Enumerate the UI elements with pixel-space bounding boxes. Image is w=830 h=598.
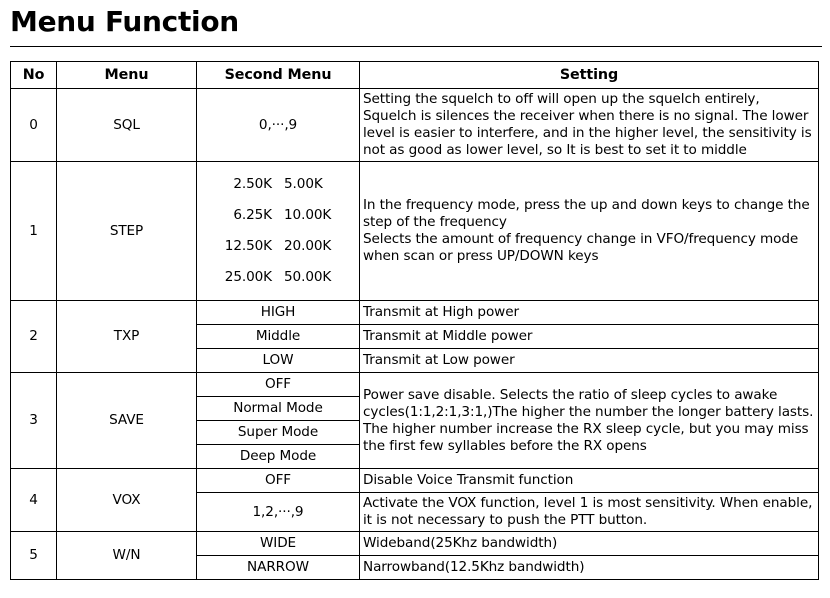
cell-no: 0	[11, 89, 57, 162]
step-value: 20.00K	[284, 238, 332, 254]
cell-menu: STEP	[57, 162, 197, 301]
cell-setting: Power save disable. Selects the ratio of sleep cycles to awake cycles(1:1,2:1,3:1,)The higher the number the longer battery lasts. The higher number increase the RX sleep cycle, but you may miss the first few syllables before the RX opens	[360, 373, 819, 469]
cell-second-menu: WIDE	[197, 532, 360, 556]
cell-second-menu	[197, 162, 360, 301]
step-value-row	[220, 200, 336, 231]
cell-no: 5	[11, 532, 57, 580]
cell-setting: Transmit at High power	[360, 301, 819, 325]
cell-no: 1	[11, 162, 57, 301]
title-underline	[10, 46, 822, 47]
page-title: Menu Function	[10, 5, 239, 38]
cell-menu: TXP	[57, 301, 197, 373]
cell-no: 2	[11, 301, 57, 373]
cell-menu: SAVE	[57, 373, 197, 469]
cell-second-menu: Middle	[197, 325, 360, 349]
step-value-row	[220, 231, 336, 262]
step-value: 50.00K	[284, 269, 332, 285]
step-value: 6.25K	[233, 207, 272, 223]
table-row-vox	[11, 469, 819, 493]
cell-second-menu: OFF	[197, 469, 360, 493]
cell-menu: SQL	[57, 89, 197, 162]
cell-second-menu: Super Mode	[197, 421, 360, 445]
cell-setting: Transmit at Low power	[360, 349, 819, 373]
step-value-row	[220, 262, 336, 293]
cell-setting: Disable Voice Transmit function	[360, 469, 819, 493]
step-value-row	[220, 169, 336, 200]
cell-second-menu: NARROW	[197, 556, 360, 580]
header-menu: Menu	[57, 62, 197, 89]
step-value: 5.00K	[284, 176, 323, 192]
cell-second-menu: 0,···,9	[197, 89, 360, 162]
cell-second-menu: OFF	[197, 373, 360, 397]
cell-second-menu: LOW	[197, 349, 360, 373]
cell-second-menu: HIGH	[197, 301, 360, 325]
header-setting: Setting	[360, 62, 819, 89]
cell-setting: Setting the squelch to off will open up the squelch entirely, Squelch is silences the receiver when there is no signal. The lower level is easier to interfere, and in the higher level, the sensitivity is not as good as lower level, so It is best to set it to middle	[360, 89, 819, 162]
cell-second-menu: 1,2,···,9	[197, 493, 360, 532]
cell-menu: W/N	[57, 532, 197, 580]
header-second-menu: Second Menu	[197, 62, 360, 89]
menu-function-table	[10, 61, 819, 580]
cell-second-menu: Normal Mode	[197, 397, 360, 421]
table-row-wn	[11, 532, 819, 556]
cell-second-menu: Deep Mode	[197, 445, 360, 469]
step-value: 12.50K	[224, 238, 272, 254]
cell-menu: VOX	[57, 469, 197, 532]
cell-no: 3	[11, 373, 57, 469]
step-value: 2.50K	[233, 176, 272, 192]
table-row-step	[11, 162, 819, 301]
header-no: No	[11, 62, 57, 89]
cell-setting: In the frequency mode, press the up and down keys to change the step of the frequency Selects the amount of frequency change in VFO/frequency mode when scan or press UP/DOWN keys	[360, 162, 819, 301]
table-row-save	[11, 373, 819, 397]
cell-no: 4	[11, 469, 57, 532]
step-values	[197, 169, 359, 293]
cell-setting: Wideband(25Khz bandwidth)	[360, 532, 819, 556]
step-value: 25.00K	[224, 269, 272, 285]
step-value: 10.00K	[284, 207, 332, 223]
cell-setting: Activate the VOX function, level 1 is most sensitivity. When enable, it is not necessary to push the PTT button.	[360, 493, 819, 532]
cell-setting: Narrowband(12.5Khz bandwidth)	[360, 556, 819, 580]
cell-setting: Transmit at Middle power	[360, 325, 819, 349]
table-row-txp	[11, 301, 819, 325]
table-row-sql	[11, 89, 819, 162]
table-header-row	[11, 62, 819, 89]
